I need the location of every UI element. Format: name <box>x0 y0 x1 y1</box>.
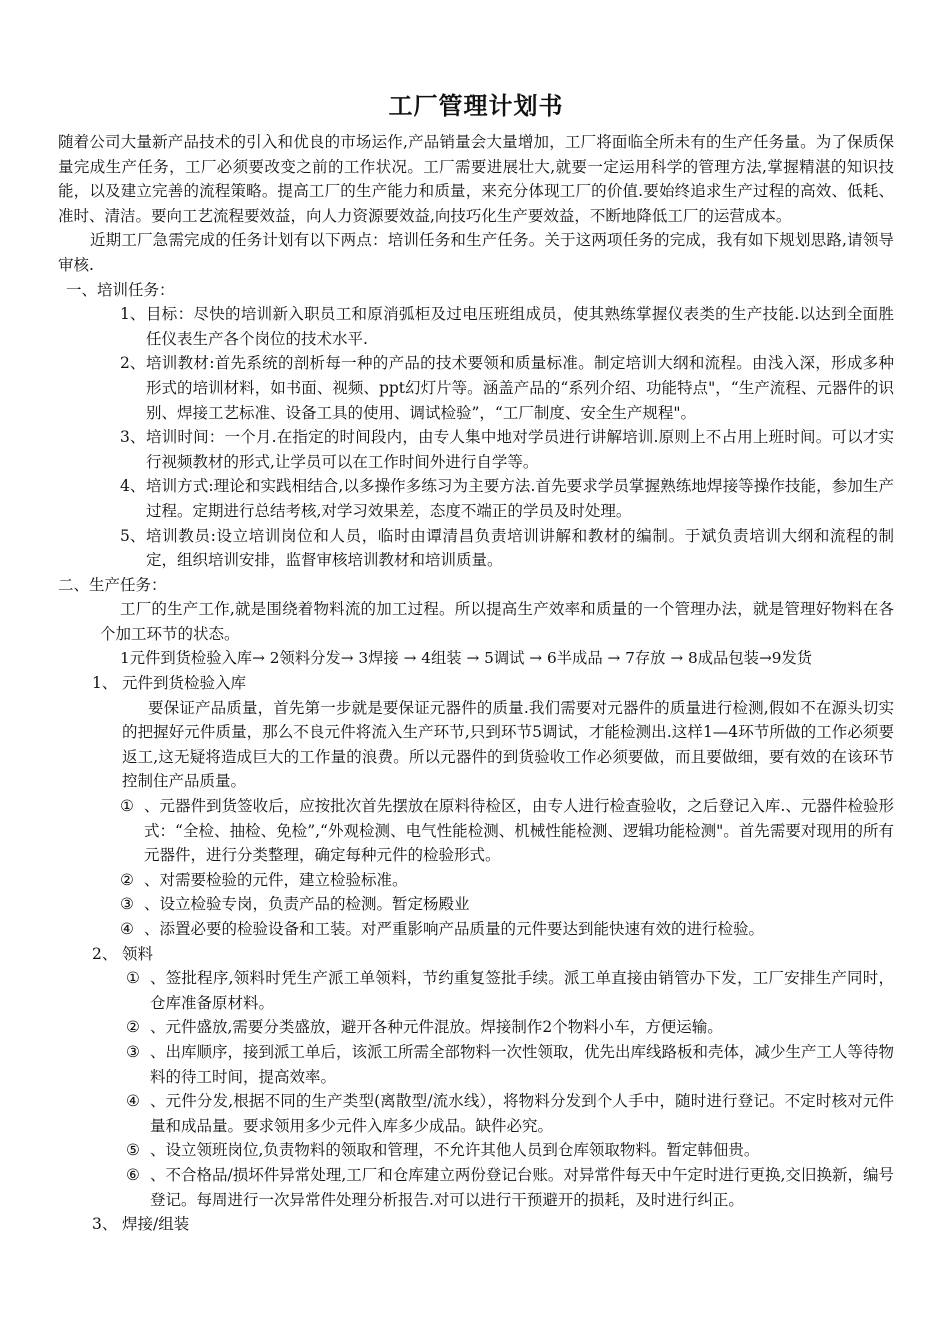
subsection-number: 3、 <box>92 1215 118 1234</box>
item-number: 5、 <box>120 526 146 545</box>
materials-item <box>58 1015 894 1040</box>
subsection-number: 1、 <box>92 674 118 693</box>
subsection-heading-materials <box>58 942 894 967</box>
item-text: 培训教员:设立培训岗位和人员，临时由谭清昌负责培训讲解和教材的编制。于斌负责培训大纲和流程的制定，组织培训安排，监督审核培训教材和培训质量。 <box>146 526 894 570</box>
item-text: 、对需要检验的元件，建立检验标准。 <box>144 870 408 889</box>
subsection-number: 2、 <box>92 944 118 963</box>
inspection-item <box>58 794 894 868</box>
item-text: 培训方式:理论和实践相结合,以多操作多练习为主要方法.首先要求学员掌握熟练地焊接等操作技能，参加生产过程。定期进行总结考核,对学习效果差，态度不端正的学员及时处理。 <box>146 477 894 520</box>
intro-paragraph: 随着公司大量新产品技术的引入和优良的市场运作,产品销量会大量增加，工厂将面临全所未有的生产任务量。为了保质保量完成生产任务，工厂必须要改变之前的工作状况。工厂需要进展壮大,就要一定运用科学的管理方法,掌握精湛的知识技能，以及建立完善的流程策略。提高工厂的生产能力和质量，来充分体现工厂的价值.要始终追求生产过程的高效、低耗、准时、清洁。要向工艺流程要效益，向人力资源要效益,向技巧化生产要效益，不断地降低工厂的运营成本。 <box>58 133 894 225</box>
materials-item <box>58 1089 894 1138</box>
document-title: 工厂管理计划书 <box>388 92 564 120</box>
item-number: ② <box>126 1018 140 1037</box>
item-text: 目标：尽快的培训新入职员工和原消弧柜及过电压班组成员，使其熟练掌握仪表类的生产技能.以达到全面胜任仪表生产各个岗位的技术水平. <box>146 305 894 348</box>
document-page <box>58 88 894 1237</box>
item-number: 1、 <box>120 305 146 324</box>
item-text: 、签批程序,领料时凭生产派工单领料，节约重复签批手续。派工单直接由销管办下发，工厂安排生产同时，仓库准备原材料。 <box>150 969 894 1012</box>
materials-item <box>58 1040 894 1089</box>
item-number: ④ <box>126 1092 140 1111</box>
subsection-title: 元件到货检验入库 <box>122 674 247 693</box>
item-number: ④ <box>120 920 134 938</box>
section-heading-production: 二、生产任务： <box>58 575 167 594</box>
item-text: 、不合格品/损坏件异常处理,工厂和仓库建立两份登记台账。对异常件每天中午定时进行更换,交旧换新，编号登记。每周进行一次异常件处理分析报告.对可以进行干预避开的损耗，及时进行纠正。 <box>150 1165 894 1209</box>
item-number: ② <box>120 870 134 889</box>
item-number: ③ <box>120 895 134 914</box>
item-number: ① <box>120 797 134 816</box>
item-number: ③ <box>126 1042 140 1061</box>
inspection-item <box>58 892 894 917</box>
intro-paragraph-2: 近期工厂急需完成的任务计划有以下两点：培训任务和生产任务。关于这两项任务的完成，我有如下规划思路,请领导审核. <box>58 231 894 274</box>
training-item <box>58 351 894 425</box>
item-text: 培训教材:首先系统的剖析每一种的产品的技术要领和质量标准。制定培训大纲和流程。由浅入深，形成多种形式的培训材料，如书面、视频、ppt幻灯片等。涵盖产品的“系列介绍、功能特点"，“生产流程、元器件的识别、焊接工艺标准、设备工具的使用、调试检验”，“工厂制度、安全生产规程"。 <box>146 354 894 422</box>
subsection-heading-inspection <box>58 671 894 696</box>
training-item <box>58 524 894 573</box>
inspection-body: 要保证产品质量，首先第一步就是要保证元器件的质量.我们需要对元器件的质量进行检测,假如不在源头切实的把握好元件质量，那么不良元件将流入生产环节,只到环节5调试，才能检测出.这样1—4环节所做的工作必须要返工,这无疑将造成巨大的工作量的浪费。所以元器件的到货验收工作必须要做，而且要做细，要有效的在该环节控制住产品质量。 <box>122 698 894 791</box>
inspection-list <box>58 794 894 942</box>
item-number: 2、 <box>120 354 146 373</box>
subsection-title: 焊接/组装 <box>122 1215 190 1234</box>
item-number: ⑤ <box>126 1141 140 1160</box>
process-flow: 1元件到货检验入库→ 2领料分发→ 3焊接 → 4组装 → 5调试 → 6半成品 → 7存放 → 8成品包装→9发货 <box>120 649 813 668</box>
production-intro: 工厂的生产工作,就是围绕着物料流的加工过程。所以提高生产效率和质量的一个管理办法，就是管理好物料在各个加工环节的状态。 <box>100 600 894 643</box>
item-text: 、出库顺序，接到派工单后，该派工所需全部物料一次性领取，优先出库线路板和壳体，减少生产工人等待物料的待工时间，提高效率。 <box>150 1042 895 1086</box>
item-text: 、设立检验专岗，负责产品的检测。暂定杨殿业 <box>144 895 470 914</box>
materials-item <box>58 1138 894 1163</box>
training-item <box>58 474 894 523</box>
training-list <box>58 302 894 573</box>
subsection-title: 领料 <box>122 944 154 963</box>
subsection-heading-welding <box>58 1212 894 1237</box>
item-text: 培训时间：一个月.在指定的时间段内，由专人集中地对学员进行讲解培训.原则上不占用上班时间。可以才实行视频教材的形式,让学员可以在工作时间外进行自学等。 <box>146 428 894 471</box>
materials-item <box>58 966 894 1015</box>
training-item <box>58 302 894 351</box>
item-text: 、元件盛放,需要分类盛放，避开各种元件混放。焊接制作2个物料小车，方便运输。 <box>150 1018 723 1037</box>
inspection-item <box>58 917 894 942</box>
item-number: ⑥ <box>126 1165 140 1184</box>
item-number: 4、 <box>120 477 146 496</box>
item-text: 、元器件到货签收后，应按批次首先摆放在原料待检区，由专人进行检查验收，之后登记入库.、元器件检验形式：“全检、抽检、免检”,“外观检测、电气性能检测、机械性能检测、逻辑功能检测"。首先需要对现用的所有元器件，进行分类整理，确定每种元件的检验形式。 <box>144 797 894 865</box>
materials-item <box>58 1163 894 1212</box>
item-number: 3、 <box>120 428 146 447</box>
section-heading-training: 一、培训任务： <box>66 280 175 299</box>
item-text: 、设立领班岗位,负责物料的领取和管理，不允许其他人员到仓库领取物料。暂定韩佃贵。 <box>150 1141 760 1160</box>
item-text: 、元件分发,根据不同的生产类型(离散型/流水线），将物料分发到个人手中，随时进行登记。不定时核对元件量和成品量。要求领用多少元件入库多少成品。缺件必究。 <box>150 1092 894 1135</box>
item-text: 、添置必要的检验设备和工装。对严重影响产品质量的元件要达到能快速有效的进行检验。 <box>144 920 765 938</box>
inspection-item <box>58 868 894 893</box>
item-number: ① <box>126 969 140 988</box>
materials-list <box>58 966 894 1212</box>
training-item <box>58 425 894 474</box>
